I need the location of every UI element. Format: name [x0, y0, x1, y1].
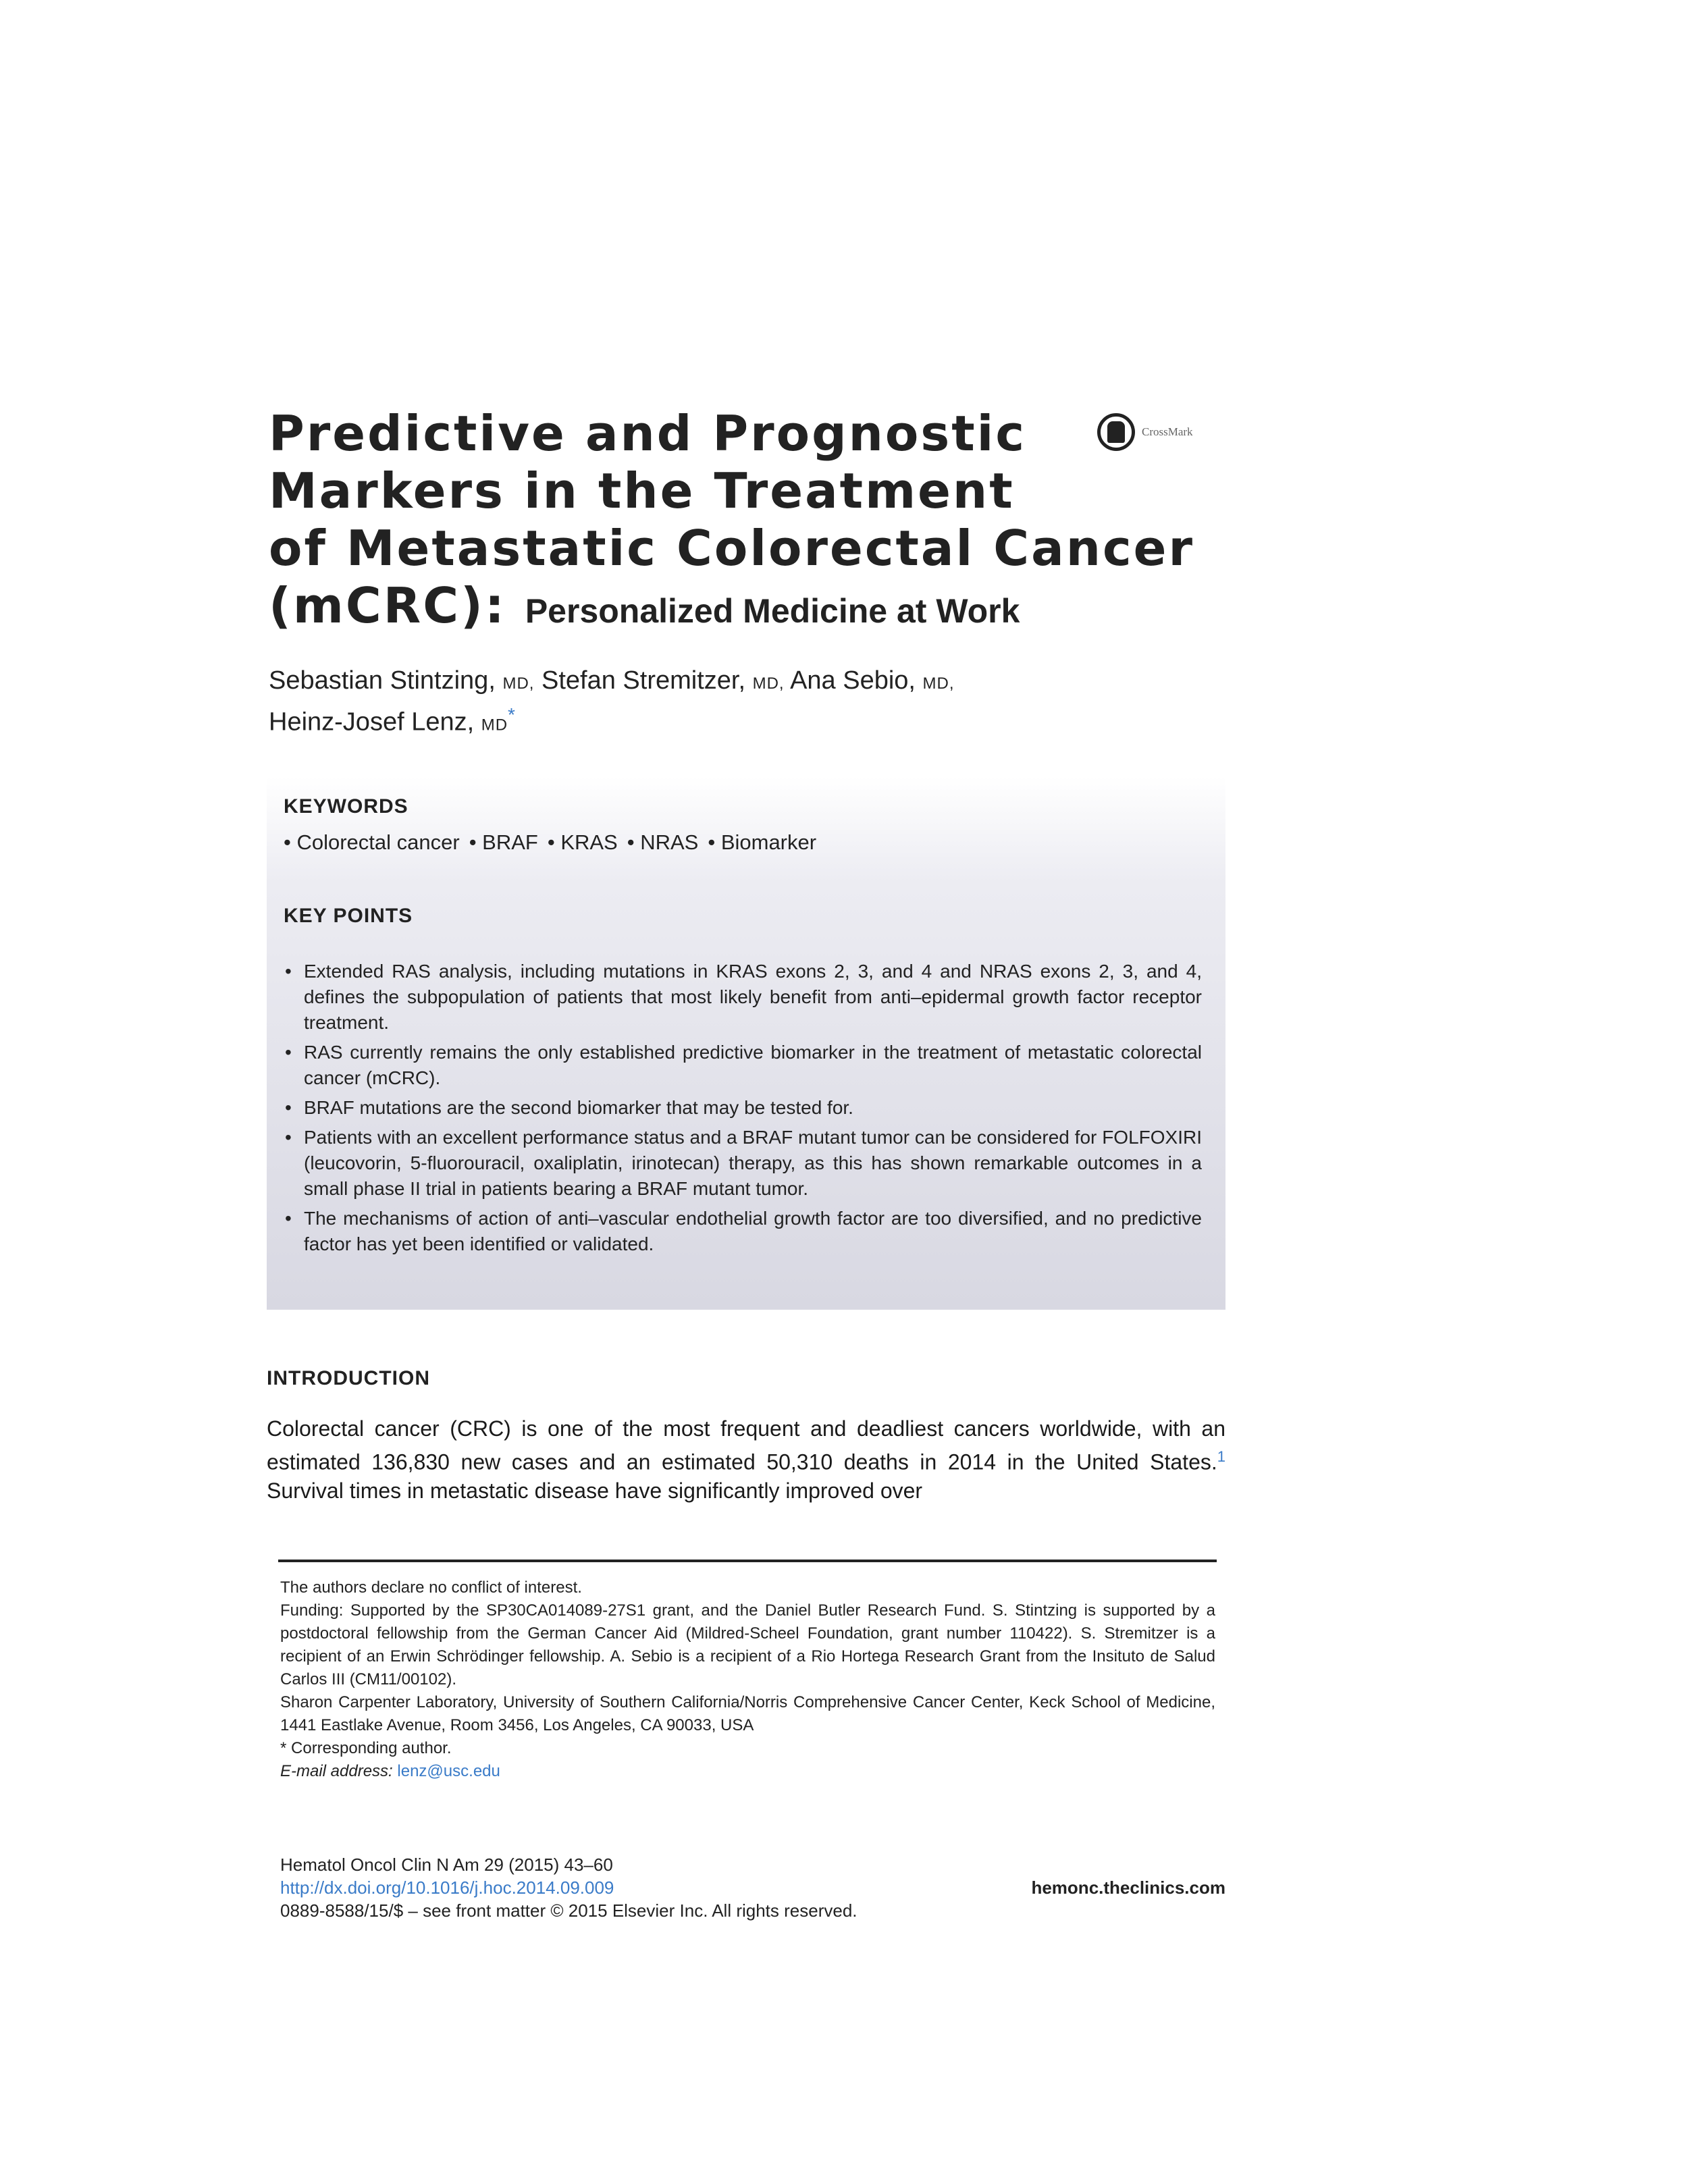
crossmark-icon — [1097, 413, 1135, 451]
keywords-heading: KEYWORDS — [284, 795, 408, 818]
title-line-4-main: (mCRC): — [269, 577, 506, 634]
crossmark-label: CrossMark — [1142, 425, 1193, 438]
corresponding-author-mark[interactable]: * — [508, 704, 515, 725]
author-degree: MD, — [502, 674, 535, 693]
email-label: E-mail address: — [280, 1762, 393, 1780]
doi-link[interactable]: http://dx.doi.org/10.1016/j.hoc.2014.09.009 — [280, 1877, 614, 1898]
key-points-list — [284, 959, 1202, 1261]
journal-info — [280, 1853, 1225, 1922]
key-point-item: • Patients with an excellent performance status and a BRAF mutant tumor can be considered for FOLFOXIRI (leucovorin, 5-fluorouracil, oxaliplatin, irinotecan) therapy, as this has shown remarkable outcomes in a small phase II trial in patients bearing a BRAF mutant tumor. — [284, 1125, 1202, 1202]
introduction-heading: INTRODUCTION — [267, 1367, 430, 1389]
email-line — [280, 1760, 1215, 1783]
author-degree: MD — [481, 716, 508, 735]
conflict-statement: The authors declare no conflict of interest. — [280, 1578, 582, 1597]
keyword-item: • Biomarker — [708, 830, 817, 854]
corresponding-author-note: * Corresponding author. — [280, 1739, 452, 1757]
title-line-4 — [269, 577, 1322, 640]
reference-link[interactable]: 1 — [1217, 1448, 1225, 1465]
keywords-list — [284, 830, 816, 855]
article-subtitle: Personalized Medicine at Work — [525, 592, 1020, 630]
key-point-item: • BRAF mutations are the second biomarker that may be tested for. — [284, 1095, 1202, 1121]
title-line-3: of Metastatic Colorectal Cancer — [269, 520, 1194, 577]
journal-citation: Hematol Oncol Clin N Am 29 (2015) 43–60 — [280, 1855, 613, 1875]
key-point-item: • The mechanisms of action of anti–vascular endothelial growth factor are too diversified, and no predictive factor has yet been identified or validated. — [284, 1206, 1202, 1257]
key-point-item: • RAS currently remains the only established predictive biomarker in the treatment of metastatic colorectal cancer (mCRC). — [284, 1040, 1202, 1091]
author-name: Heinz-Josef Lenz, — [269, 708, 475, 737]
author-degree: MD, — [752, 674, 785, 693]
keyword-item: • KRAS — [547, 830, 618, 854]
keyword-item: • NRAS — [627, 830, 699, 854]
author-name: Sebastian Stintzing, — [269, 666, 496, 695]
author-degree: MD, — [922, 674, 955, 693]
author-list — [269, 665, 1282, 741]
email-link[interactable]: lenz@usc.edu — [397, 1762, 500, 1780]
crossmark-badge[interactable] — [1097, 412, 1193, 452]
journal-website[interactable]: hemonc.theclinics.com — [1031, 1877, 1225, 1898]
key-points-heading: KEY POINTS — [284, 905, 413, 927]
keywords-keypoints-box — [267, 776, 1225, 1310]
affiliation: Sharon Carpenter Laboratory, University of Southern California/Norris Comprehensive Cancer Center, Keck School of Medicine, 1441 Eastlake Avenue, Room 3456, Los Angeles, CA 90033, USA — [280, 1693, 1215, 1734]
title-line-1: Predictive and Prognostic — [269, 405, 1027, 462]
introduction-paragraph: Colorectal cancer (CRC) is one of the most frequent and deadliest cancers worldwide, with an estimated 136,830 new cases and an estimated 50,310 deaths in 2014 in the United States.$^1$ Survival times in metastatic disease have significantly improved over — [267, 1416, 1225, 1503]
footnotes — [280, 1576, 1215, 1783]
copyright-line: 0889-8588/15/$ – see front matter © 2015 Elsevier Inc. All rights reserved. — [280, 1900, 858, 1921]
keyword-item: • Colorectal cancer — [284, 830, 460, 854]
key-point-item: • Extended RAS analysis, including mutations in KRAS exons 2, 3, and 4 and NRAS exons 2, 3, and 4, defines the subpopulation of patients that most likely benefit from anti–epidermal growth factor receptor treatment. — [284, 959, 1202, 1036]
author-name: Ana Sebio, — [790, 666, 916, 695]
footnote-divider — [278, 1560, 1217, 1562]
funding-statement: Funding: Supported by the SP30CA014089-27S1 grant, and the Daniel Butler Research Fund. S. Stintzing is supported by a postdoctoral fellowship from the German Cancer Aid (Mildred-Scheel Foundation, grant number 110422). S. Stremitzer is a recipient of an Erwin Schrödinger fellowship. A. Sebio is a recipient of a Rio Hortega Research Grant from the Insituto de Salud Carlos III (CM11/00102). — [280, 1601, 1215, 1688]
keyword-item: • BRAF — [469, 830, 538, 854]
author-name: Stefan Stremitzer, — [542, 666, 746, 695]
title-line-2: Markers in the Treatment — [269, 462, 1015, 519]
